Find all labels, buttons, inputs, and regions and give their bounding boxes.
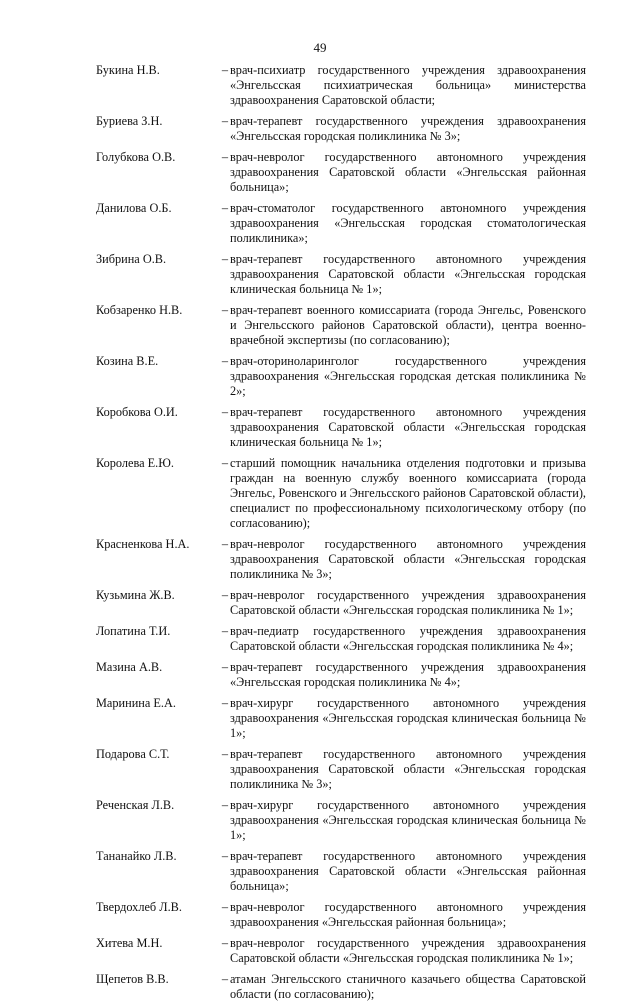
list-item xyxy=(96,456,586,531)
member-name: Кобзаренко Н.В. xyxy=(96,303,183,317)
dash-separator: – xyxy=(221,798,229,812)
member-name: Твердохлеб Л.В. xyxy=(96,900,182,914)
list-item xyxy=(96,798,586,843)
member-name: Тананайко Л.В. xyxy=(96,849,177,863)
dash-separator: – xyxy=(221,252,229,266)
member-position: врач-терапевт государственного автономного учреждения здравоохранения Саратовской области «Энгельсская городская поликлиника № 3»; xyxy=(230,747,586,791)
list-item xyxy=(96,354,586,399)
dash-separator: – xyxy=(221,588,229,602)
member-position: врач-педиатр государственного учреждения здравоохранения Саратовской области «Энгельсская городская поликлиника № 4»; xyxy=(230,624,586,653)
dash-separator: – xyxy=(221,63,229,77)
list-item xyxy=(96,660,586,690)
member-position: врач-терапевт государственного автономного учреждения здравоохранения Саратовской области «Энгельсская городская клиническая больница № 1»; xyxy=(230,252,586,296)
list-item xyxy=(96,303,586,348)
list-item xyxy=(96,588,586,618)
member-position: врач-терапевт военного комиссариата (города Энгельс, Ровенского и Энгельсского районов Саратовской области), центра военно-врачебной экспертизы (по согласованию); xyxy=(230,303,586,347)
member-name: Зибрина О.В. xyxy=(96,252,167,266)
dash-separator: – xyxy=(221,747,229,761)
dash-separator: – xyxy=(221,303,229,317)
member-name: Буриева З.Н. xyxy=(96,114,163,128)
dash-separator: – xyxy=(221,660,229,674)
member-position: врач-стоматолог государственного автономного учреждения здравоохранения «Энгельсская городская стоматологическая поликлиника»; xyxy=(230,201,586,245)
member-position: врач-невролог государственного автономного учреждения здравоохранения Саратовской области «Энгельсская городская поликлиника № 3»; xyxy=(230,537,586,581)
member-position: врач-невролог государственного автономного учреждения здравоохранения «Энгельсская районная больница»; xyxy=(230,900,586,929)
dash-separator: – xyxy=(221,456,229,470)
member-name: Букина Н.В. xyxy=(96,63,160,77)
dash-separator: – xyxy=(221,696,229,710)
member-position: врач-терапевт государственного автономного учреждения здравоохранения Саратовской области «Энгельсская городская клиническая больница № 1»; xyxy=(230,405,586,449)
member-position: врач-терапевт государственного учреждения здравоохранения «Энгельсская городская поликлиника № 4»; xyxy=(230,660,586,689)
page-number: 49 xyxy=(313,40,327,55)
list-item xyxy=(96,624,586,654)
member-position: врач-оториноларинголог государственного учреждения здравоохранения «Энгельсская городская детская поликлиника № 2»; xyxy=(230,354,586,398)
member-position: врач-хирург государственного автономного учреждения здравоохранения «Энгельсская городская клиническая больница № 1»; xyxy=(230,798,586,842)
list-item xyxy=(96,537,586,582)
dash-separator: – xyxy=(221,537,229,551)
member-name: Мазина А.В. xyxy=(96,660,163,674)
member-name: Красненкова Н.А. xyxy=(96,537,190,551)
member-name: Маринина Е.А. xyxy=(96,696,176,710)
dash-separator: – xyxy=(221,354,229,368)
list-item xyxy=(96,849,586,894)
dash-separator: – xyxy=(221,900,229,914)
member-position: атаман Энгельсского станичного казачьего общества Саратовской области (по согласованию); xyxy=(230,972,586,1001)
member-name: Козина В.Е. xyxy=(96,354,159,368)
member-position: врач-невролог государственного учреждения здравоохранения Саратовской области «Энгельсская городская поликлиника № 1»; xyxy=(230,588,586,617)
dash-separator: – xyxy=(221,624,229,638)
list-item xyxy=(96,114,586,144)
member-position: врач-хирург государственного автономного учреждения здравоохранения «Энгельсская городская клиническая больница № 1»; xyxy=(230,696,586,740)
member-name: Королева Е.Ю. xyxy=(96,456,174,470)
member-position: врач-терапевт государственного учреждения здравоохранения «Энгельсская городская поликлиника № 3»; xyxy=(230,114,586,143)
member-name: Данилова О.Б. xyxy=(96,201,172,215)
member-name: Подарова С.Т. xyxy=(96,747,170,761)
dash-separator: – xyxy=(221,114,229,128)
dash-separator: – xyxy=(221,201,229,215)
member-position: врач-невролог государственного автономного учреждения здравоохранения Саратовской области «Энгельсская районная больница»; xyxy=(230,150,586,194)
member-name: Хитева М.Н. xyxy=(96,936,163,950)
list-item xyxy=(96,405,586,450)
list-item xyxy=(96,201,586,246)
member-name: Щепетов В.В. xyxy=(96,972,169,986)
member-name: Голубкова О.В. xyxy=(96,150,176,164)
member-position: врач-психиатр государственного учреждения здравоохранения «Энгельсская психиатрическая больница» министерства здравоохранения Саратовской области; xyxy=(230,63,586,107)
member-name: Лопатина Т.И. xyxy=(96,624,171,638)
dash-separator: – xyxy=(221,405,229,419)
list-item xyxy=(96,747,586,792)
commission-member-list xyxy=(96,63,586,1008)
member-position: врач-терапевт государственного автономного учреждения здравоохранения Саратовской области «Энгельсская районная больница»; xyxy=(230,849,586,893)
member-name: Коробкова О.И. xyxy=(96,405,178,419)
list-item xyxy=(96,936,586,966)
dash-separator: – xyxy=(221,150,229,164)
member-position: старший помощник начальника отделения подготовки и призыва граждан на военную службу военного комиссариата (города Энгельс, Ровенского и Энгельсского районов Саратовской области), специалист по профессиональному психологическому отбору (по согласованию); xyxy=(230,456,586,530)
list-item xyxy=(96,63,586,108)
member-name: Реченская Л.В. xyxy=(96,798,175,812)
list-item xyxy=(96,696,586,741)
member-position: врач-невролог государственного учреждения здравоохранения Саратовской области «Энгельсская городская поликлиника № 1»; xyxy=(230,936,586,965)
list-item xyxy=(96,252,586,297)
list-item xyxy=(96,972,586,1002)
dash-separator: – xyxy=(221,936,229,950)
member-name: Кузьмина Ж.В. xyxy=(96,588,175,602)
dash-separator: – xyxy=(221,972,229,986)
list-item xyxy=(96,150,586,195)
dash-separator: – xyxy=(221,849,229,863)
